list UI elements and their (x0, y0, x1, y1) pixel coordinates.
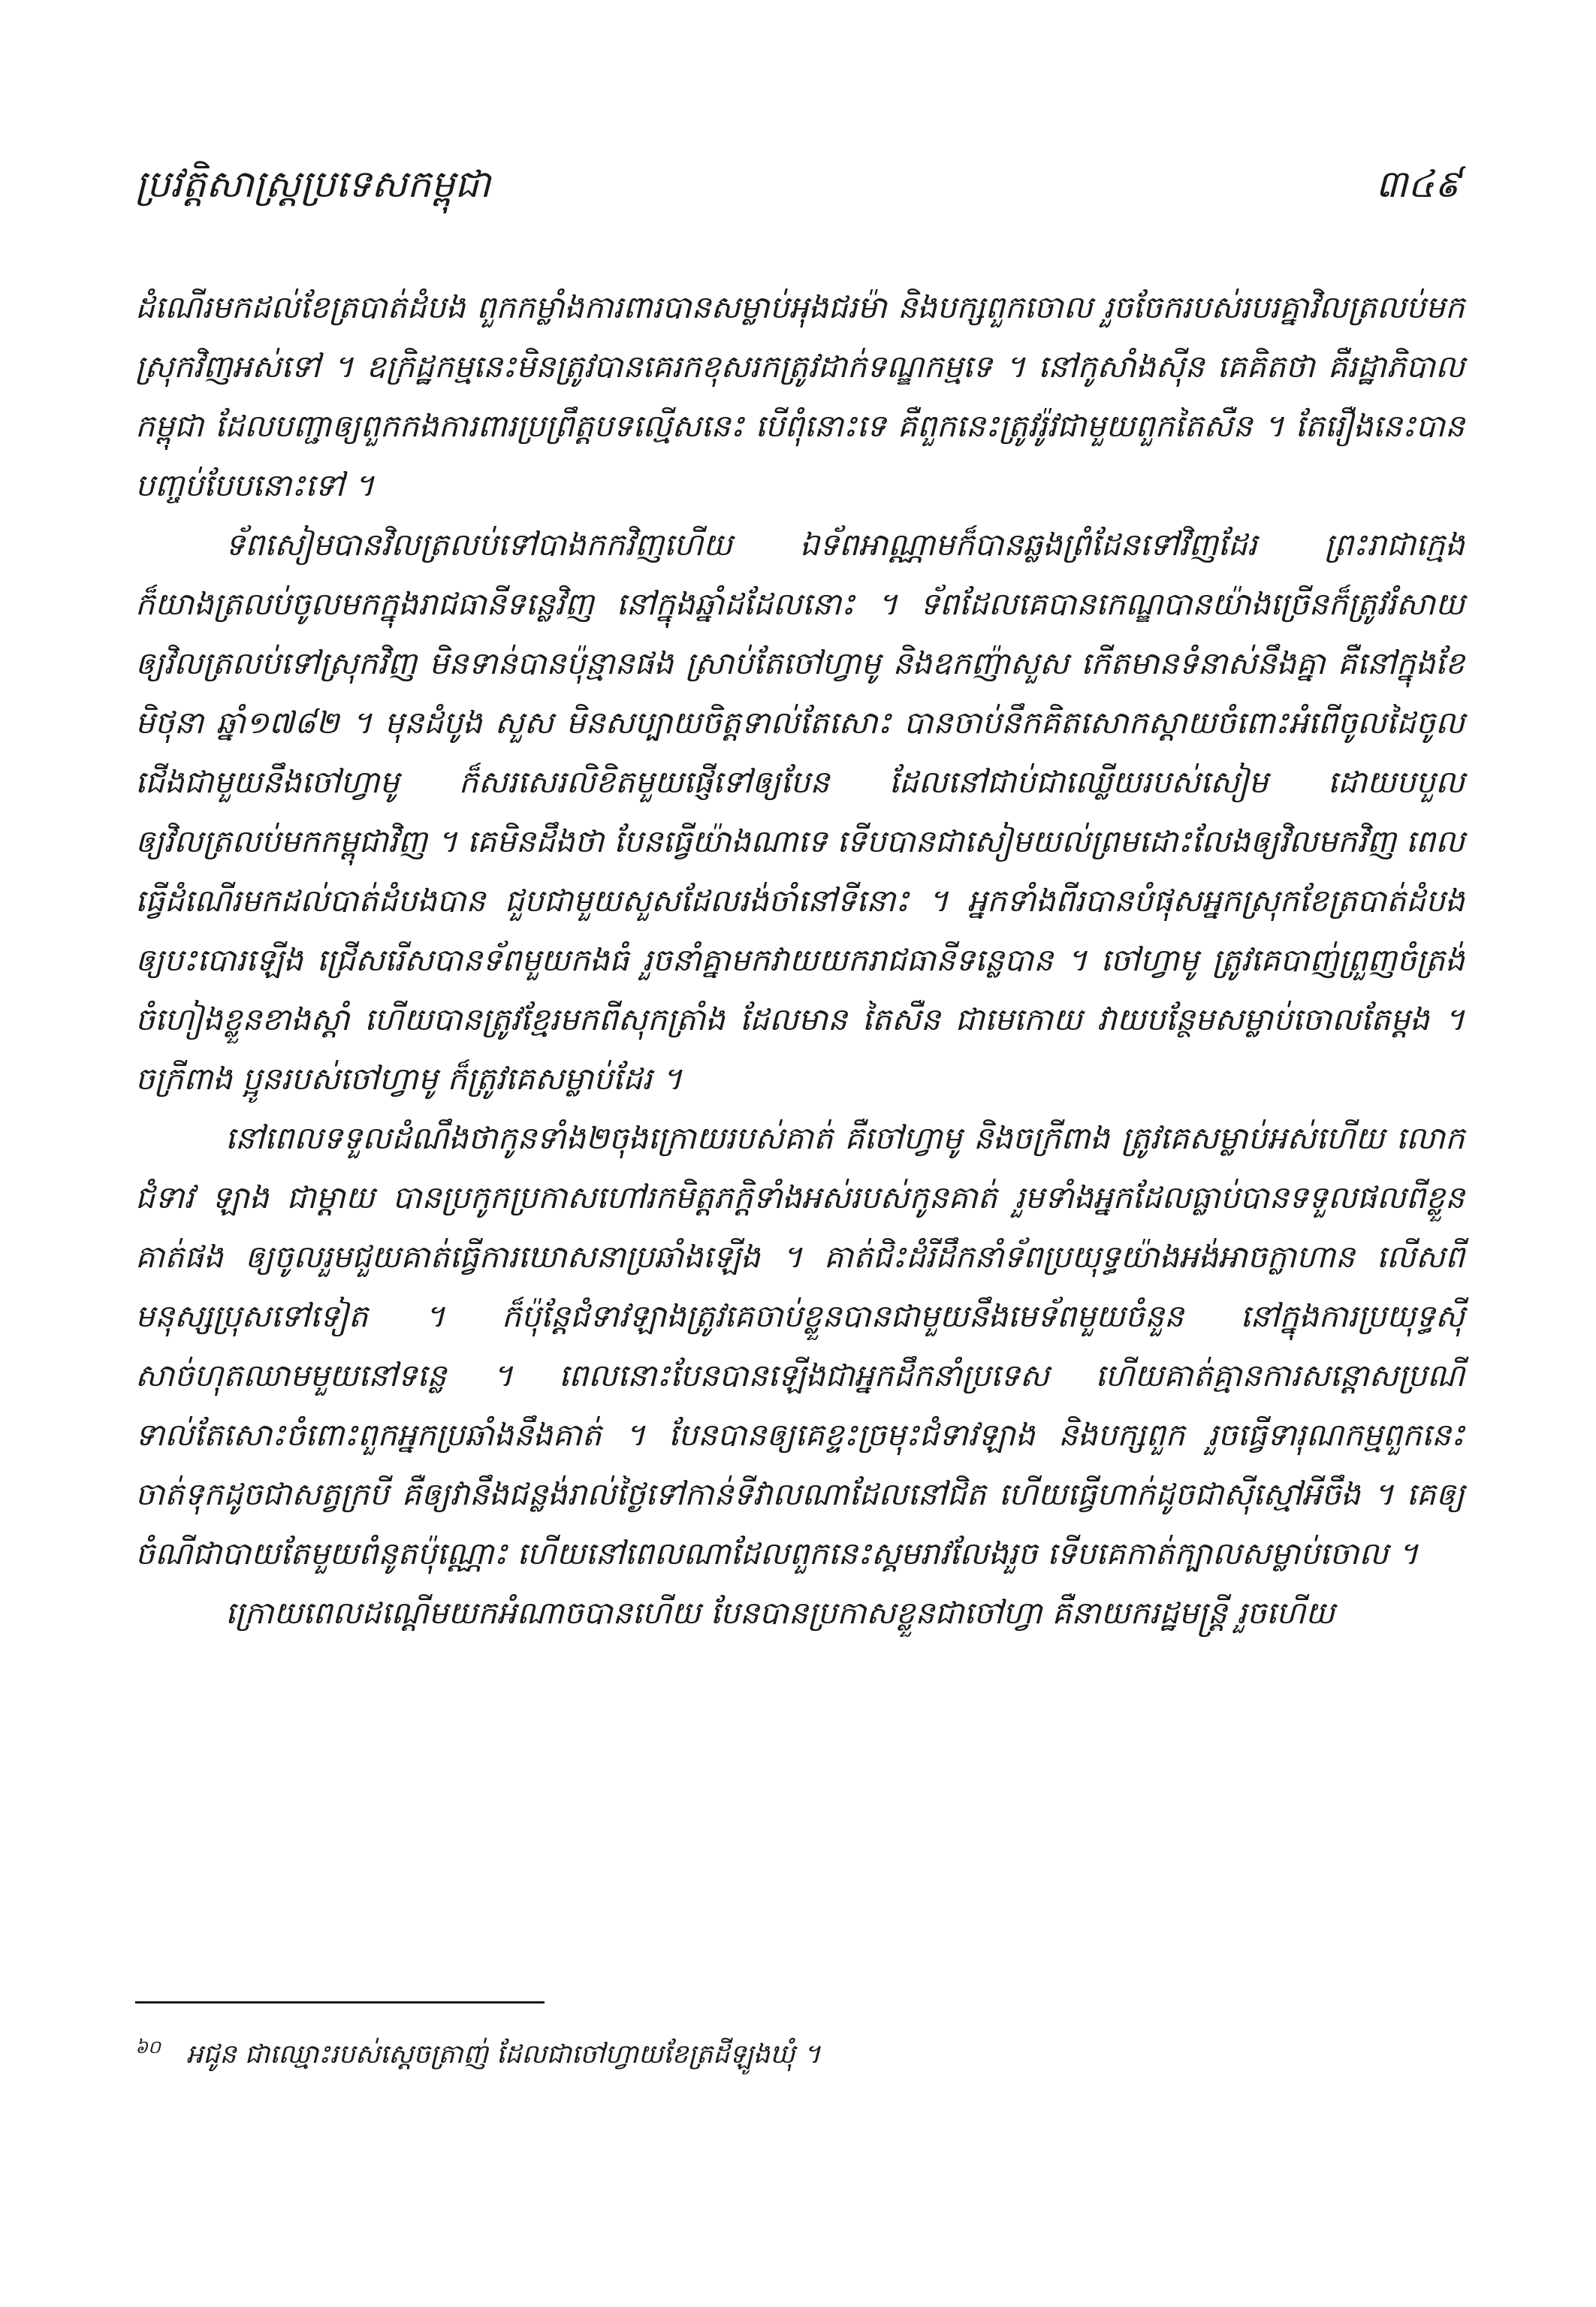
page-number: ៣៤៩ (1375, 162, 1461, 206)
paragraph-1: ដំណើរមកដល់ខែត្របាត់ដំបង ពួកកម្លាំងការពារបានសម្លាប់អុងជរម៉ា និងបក្សពួកចោល រួចចែករបស់របរគ្នាវិលត្រលប់មកស្រុកវិញអស់ទៅ ។ ឧក្រិដ្ឋកម្មនេះមិនត្រូវបានគេរកខុសរកត្រូវដាក់ទណ្ឌកម្មទេ ។ នៅកូសាំងស៊ីន គេគិតថា គឺរដ្ឋាភិបាលកម្ពុជា ដែលបញ្ជាឲ្យពួកកងការពារប្រព្រឹត្តបទល្មើសនេះ បើពុំនោះទេ គឺពួកនេះត្រូវរ៉ូវជាមួយពួកតៃសឺន ។ តែរឿងនេះបានបញ្ចប់បែបនោះទៅ ។ (135, 289, 1465, 503)
paragraph-2: ទ័ពសៀមបានវិលត្រលប់ទៅបាងកកវិញហើយ ឯទ័ពអាណ្ណាមក៏បានឆ្លងព្រំដែនទៅវិញដែរ ព្រះរាជាក្មេងក៏យាងត្រលប់ចូលមកក្នុងរាជធានីទន្លេវិញ នៅក្នុងឆ្នាំដដែលនោះ ។ ទ័ពដែលគេបានកេណ្ឌបានយ៉ាងច្រើនក៏ត្រូវរំសាយឲ្យវិលត្រលប់ទៅស្រុកវិញ មិនទាន់បានប៉ុន្មានផង ស្រាប់តែចៅហ្វាមូ និងឧកញ៉ាសួស កើតមានទំនាស់នឹងគ្នា គឺនៅក្នុងខែមិថុនា ឆ្នាំ១៧៨២ ។ មុនដំបូង សួស មិនសប្បាយចិត្តទាល់តែសោះ បានចាប់នឹកគិតសោកស្តាយចំពោះអំពើចូលដៃចូលជើងជាមួយនឹងចៅហ្វាមូ ក៏សរសេរលិខិតមួយផ្ញើទៅឲ្យបែន ដែលនៅជាប់ជាឈ្លើយរបស់សៀម ដោយបបួលឲ្យវិលត្រលប់មកកម្ពុជាវិញ ។ គេមិនដឹងថា បែនធ្វើយ៉ាងណាទេ ទើបបានជាសៀមយល់ព្រមដោះលែងឲ្យវិលមកវិញ ពេលធ្វើដំណើរមកដល់បាត់ដំបងបាន ជួបជាមួយសួសដែលរង់ចាំនៅទីនោះ ។ អ្នកទាំងពីរបានបំផុសអ្នកស្រុកខែត្របាត់ដំបងឲ្យបះបោរឡើង ជ្រើសរើសបានទ័ពមួយកងធំ រួចនាំគ្នាមកវាយយករាជធានីទន្លេបាន ។ ចៅហ្វាមូ ត្រូវគេបាញ់ព្រួញចំត្រង់ចំហៀងខ្លួនខាងស្តាំ ហើយបានត្រូវខ្មែរមកពីសុកត្រាំង ដែលមាន តៃសឺន ជាមេកោយ វាយបន្ថែមសម្លាប់ចោលតែម្តង ។ ចក្រីពាង ប្អូនរបស់ចៅហ្វាមូ ក៏ត្រូវគេសម្លាប់ដែរ ។ (135, 527, 1465, 1097)
footnote (135, 2032, 1465, 2077)
paragraph-4: ក្រោយពេលដណ្តើមយកអំណាចបានហើយ បែនបានប្រកាសខ្លួនជាចៅហ្វា គឺនាយករដ្ឋមន្ត្រី រួចហើយ (225, 1595, 1335, 1631)
paragraph-3: នៅពេលទទួលដំណឹងថាកូនទាំង២ចុងក្រោយរបស់គាត់ គឺចៅហ្វាមូ និងចក្រីពាង ត្រូវគេសម្លាប់អស់ហើយ លោកជំទាវ ឡាង ជាម្តាយ បានប្រកូកប្រកាសហៅរកមិត្តភក្តិទាំងអស់របស់កូនគាត់ រួមទាំងអ្នកដែលធ្លាប់បានទទួលផលពីខ្លួនគាត់ផង ឲ្យចូលរួមជួយគាត់ធ្វើការឃោសនាប្រឆាំងឡើង ។ គាត់ជិះដំរីដឹកនាំទ័ពប្រយុទ្ធយ៉ាងអង់អាចក្លាហាន លើសពីមនុស្សប្រុសទៅទៀត ។ ក៏ប៉ុន្តែជំទាវឡាងត្រូវគេចាប់ខ្លួនបានជាមួយនឹងមេទ័ពមួយចំនួន នៅក្នុងការប្រយុទ្ធស៊ីសាច់ហុតឈាមមួយនៅទន្លេ ។ ពេលនោះបែនបានឡើងជាអ្នកដឹកនាំប្រទេស ហើយគាត់គ្មានការសន្តោសប្រណីទាល់តែសោះចំពោះពួកអ្នកប្រឆាំងនឹងគាត់ ។ បែនបានឲ្យគេខ្ទះច្រមុះជំទាវឡាង និងបក្សពួក រួចធ្វើទារុណកម្មពួកនេះ ចាត់ទុកដូចជាសត្វក្របី គឺឲ្យវានឹងជន្លង់រាល់ថ្ងៃទៅកាន់ទីវាលណាដែលនៅជិត ហើយធ្វើហាក់ដូចជាស៊ីស្មៅអីចឹង ។ គេឲ្យចំណីជាបាយតែមួយពំនូតប៉ុណ្ណោះ ហើយនៅពេលណាដែលពួកនេះស្គមរាវលែងរួច ទើបគេកាត់ក្បាលសម្លាប់ចោល ។ (135, 1120, 1465, 1572)
footnote-text: អជូន ជាឈ្មោះរបស់ស្តេចត្រាញ់ ដែលជាចៅហ្វាយខែត្រដីឡូងឃុំ ។ (186, 2040, 821, 2070)
running-title: ប្រវត្តិសាស្ត្រប្រទេសកម្ពុជា (135, 162, 491, 206)
running-header (135, 154, 1461, 214)
body-text (135, 278, 1465, 1643)
footnote-marker: ៦០ (135, 2037, 161, 2058)
footnote-divider (135, 2001, 545, 2004)
